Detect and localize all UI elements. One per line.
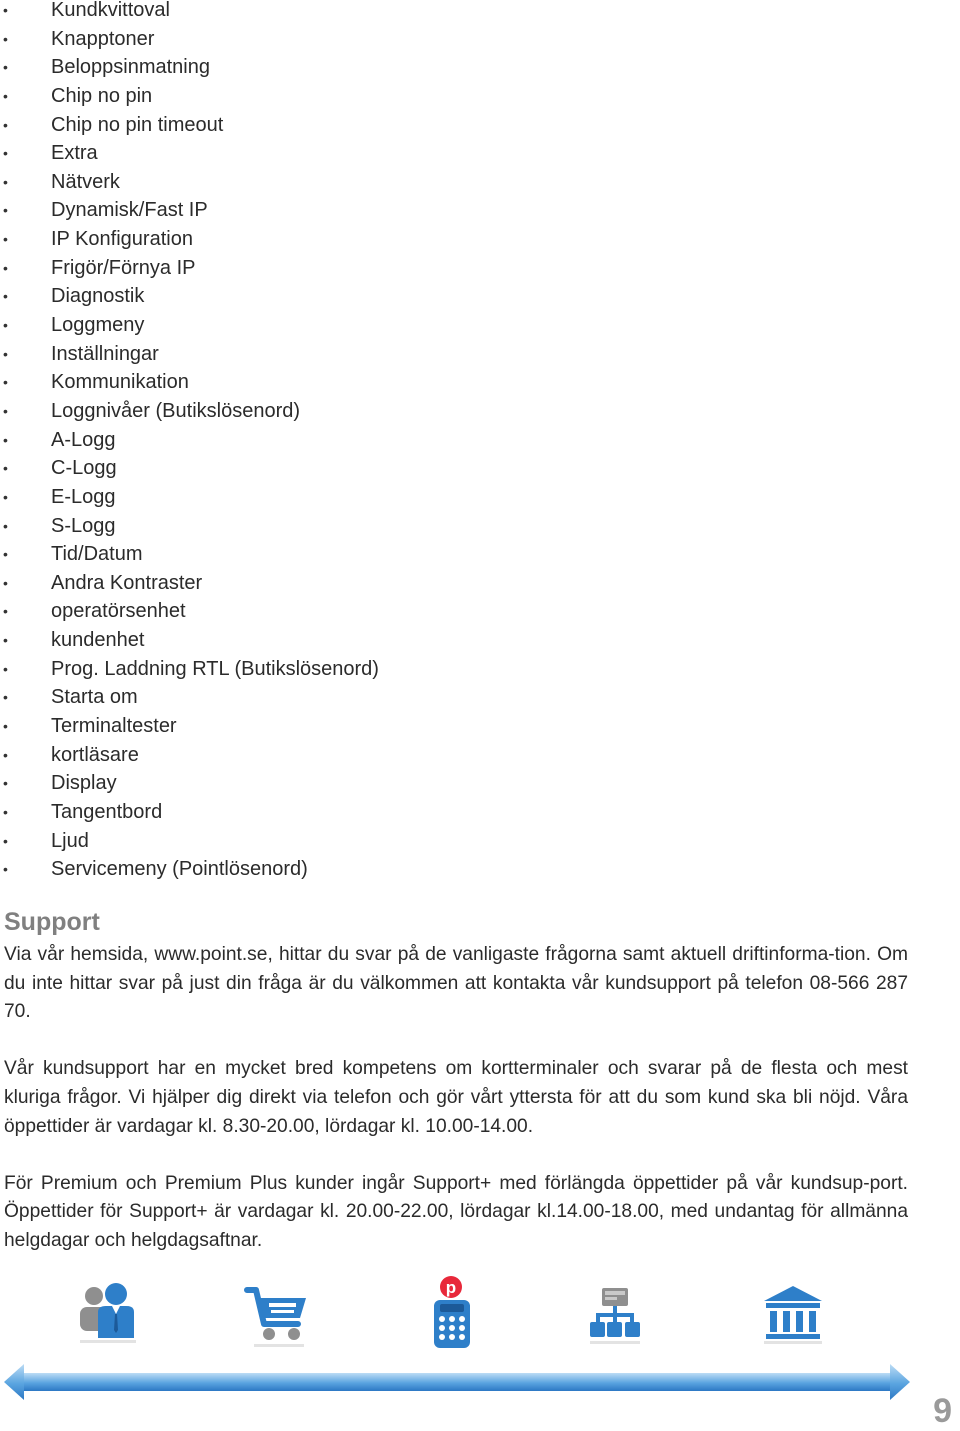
- list-item: • C-Logg: [0, 454, 379, 483]
- list-item: • Starta om: [0, 683, 379, 712]
- list-item: • Chip no pin timeout: [0, 111, 379, 140]
- list-item: • Loggnivåer (Butikslösenord): [0, 397, 379, 426]
- list-item: • Inställningar: [0, 340, 379, 369]
- list-item: • Servicemeny (Pointlösenord): [0, 855, 379, 884]
- page-nav-bar: [4, 1362, 910, 1402]
- shopping-cart-icon: [244, 1284, 310, 1348]
- list-item: • Beloppsinmatning: [0, 53, 379, 82]
- support-paragraph: Via vår hemsida, www.point.se, hittar du svar på de vanligaste frågorna samt aktuell driftinforma-tion. Om du inte hittar svar på just din fråga är du välkommen att kontakta vår kundsupport på telefon 08-566 287 70.: [4, 944, 908, 1023]
- list-item: • kortläsare: [0, 741, 379, 770]
- list-item: • Nätverk: [0, 168, 379, 197]
- list-item: • S-Logg: [0, 512, 379, 541]
- left-arrow-icon: [4, 1364, 24, 1400]
- right-arrow-icon: [890, 1364, 910, 1400]
- list-item: • Knapptoner: [0, 25, 379, 54]
- list-item: • Loggmeny: [0, 311, 379, 340]
- list-item: • Dynamisk/Fast IP: [0, 196, 379, 225]
- footer-icons: [0, 1270, 960, 1360]
- support-paragraph: För Premium och Premium Plus kunder ingår Support+ med förlängda öppettider på vår kundsup-port. Öppettider för Support+ är vardagar kl. 20.00-22.00, lördagar kl.14.00-18.00, med undantag för allmänna helgdagar och helgdagsaftnar.: [4, 1172, 908, 1251]
- list-item: • Display: [0, 769, 379, 798]
- list-item: • Chip no pin: [0, 82, 379, 111]
- list-item: • operatörsenhet: [0, 597, 379, 626]
- support-paragraph: Vår kundsupport har en mycket bred kompetens om kortterminaler och svarar på de flesta och mest kluriga frågor. Vi hjälper dig direkt via telefon och gör vårt yttersta för att du som kund ska bli nöjd. Våra öppettider är vardagar kl. 8.30-20.00, lördagar kl. 10.00-14.00.: [4, 1058, 908, 1137]
- list-item: • Tangentbord: [0, 798, 379, 827]
- network-icon: [588, 1286, 642, 1346]
- list-item: • kundenhet: [0, 626, 379, 655]
- list-item: • IP Konfiguration: [0, 225, 379, 254]
- bank-icon: [762, 1284, 824, 1346]
- list-item: • Tid/Datum: [0, 540, 379, 569]
- brand-letter: p: [445, 1278, 457, 1297]
- settings-menu-list: [0, 0, 379, 884]
- list-item: • Diagnostik: [0, 282, 379, 311]
- list-item: • Ljud: [0, 827, 379, 856]
- list-item: • Kundkvittoval: [0, 0, 379, 25]
- list-item: • Frigör/Förnya IP: [0, 254, 379, 283]
- list-item: • Extra: [0, 139, 379, 168]
- list-item: • A-Logg: [0, 426, 379, 455]
- nav-bar-line: [24, 1373, 890, 1391]
- list-item: • E-Logg: [0, 483, 379, 512]
- support-heading: Support: [4, 908, 100, 936]
- list-item: • Andra Kontraster: [0, 569, 379, 598]
- page-number: 9: [933, 1392, 952, 1430]
- payment-terminal-icon: [426, 1274, 480, 1354]
- people-icon: [76, 1282, 142, 1348]
- list-item: • Terminaltester: [0, 712, 379, 741]
- list-item: • Kommunikation: [0, 368, 379, 397]
- list-item: • Prog. Laddning RTL (Butikslösenord): [0, 655, 379, 684]
- support-text: [4, 941, 908, 1284]
